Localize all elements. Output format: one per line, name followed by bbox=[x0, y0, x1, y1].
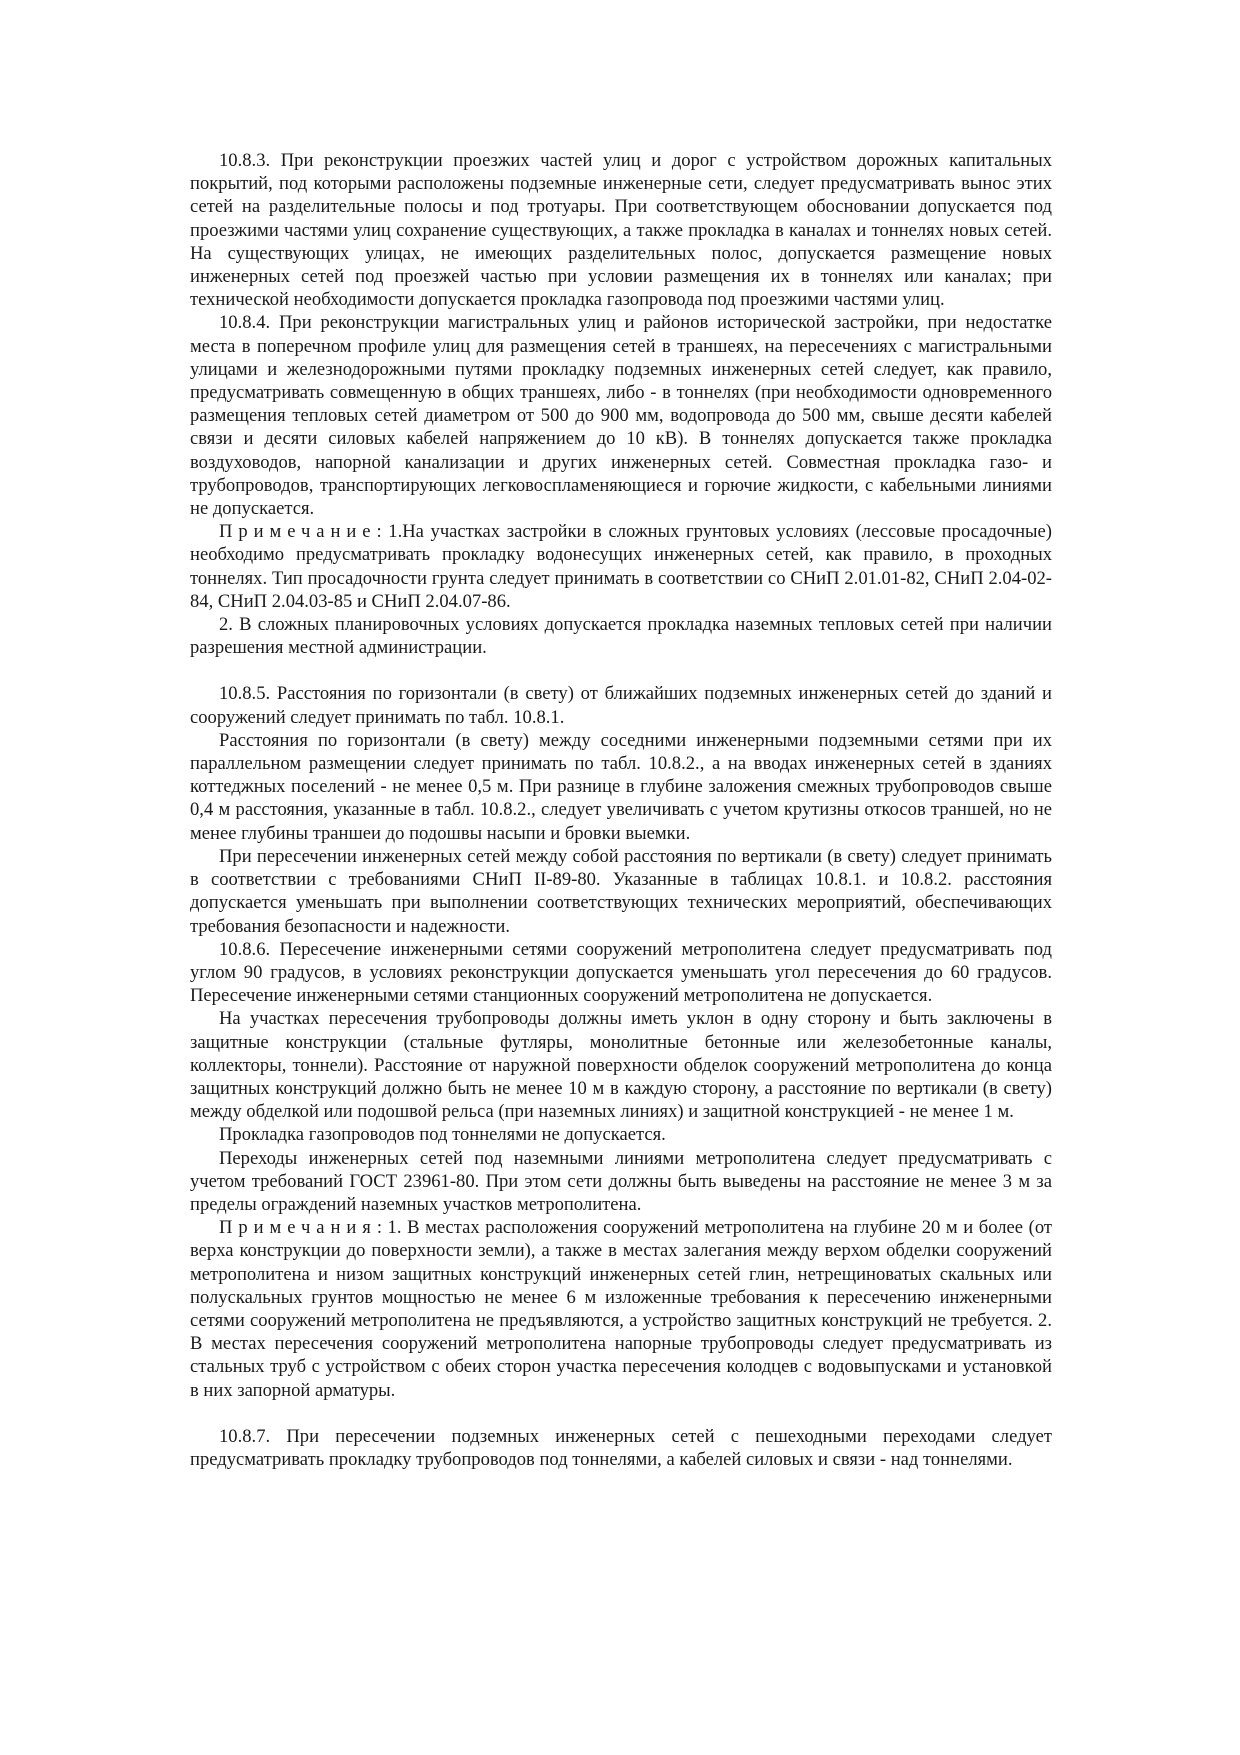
note-paragraph-1 bbox=[190, 520, 1052, 613]
paragraph-10-8-6-crossing-sections: На участках пересечения трубопроводы должны иметь уклон в одну сторону и быть заключены в защитные конструкции (стальные футляры, монолитные бетонные или железобетонные каналы, коллекторы, тоннели). Расстояние от наружной поверхности обделок сооружений метрополитена до конца защитных конструкций должно быть не менее 10 м в каждую сторону, а расстояние по вертикали (в свету) между обделкой или подошвой рельса (при наземных линиях) и защитной конструкцией - не менее 1 м. bbox=[190, 1008, 1052, 1123]
note-label: Примечание bbox=[219, 521, 377, 543]
paragraph-10-8-6-gas-pipelines: Прокладка газопроводов под тоннелями не допускается. bbox=[219, 1124, 666, 1146]
paragraph-10-8-5: 10.8.5. Расстояния по горизонтали (в свету) от ближайших подземных инженерных сетей до зданий и сооружений следует принимать по табл. 10.8.1. bbox=[190, 683, 1052, 728]
paragraph-10-8-6-crossings: Переходы инженерных сетей под наземными линиями метрополитена следует предусматривать с учетом требований ГОСТ 23961-80. При этом сети должны быть выведены на расстояние не менее 3 м за пределы ограждений наземных участков метрополитена. bbox=[190, 1147, 1052, 1215]
paragraph-gap bbox=[190, 1402, 1052, 1425]
paragraph-10-8-5-horizontal-distances: Расстояния по горизонтали (в свету) между соседними инженерными подземными сетями при их параллельном размещении следует принимать по табл. 10.8.2., а на вводах инженерных сетей в зданиях коттеджных поселений - не менее 0,5 м. При разнице в глубине заложения смежных трубопроводов свыше 0,4 м расстояния, указанные в табл. 10.8.2., следует увеличивать с учетом крутизны откосов траншей, но не менее глубины траншеи до подошвы насыпи и бровки выемки. bbox=[190, 729, 1052, 844]
paragraph-gap bbox=[190, 659, 1052, 682]
paragraph-10-8-5-vertical-distances: При пересечении инженерных сетей между собой расстояния по вертикали (в свету) следует принимать в соответствии с требованиями СНиП II-89-80. Указанные в таблицах 10.8.1. и 10.8.2. расстояния допускается уменьшать при выполнении соответствующих технических мероприятий, обеспечивающих требования безопасности и надежности. bbox=[190, 845, 1052, 937]
paragraph-10-8-4: 10.8.4. При реконструкции магистральных улиц и районов исторической застройки, при недостатке места в поперечном профиле улиц для размещения сетей в траншеях, на пересечениях с магистральными улицами и железнодорожными путями прокладку подземных инженерных сетей следует, как правило, предусматривать совмещенную в общих траншеях, либо - в тоннелях (при необходимости одновременного размещения тепловых сетей диаметром от 500 до 900 мм, водопровода до 500 мм, свыше десяти кабелей связи и десяти силовых кабелей напряжением до 10 кВ). В тоннелях допускается также прокладка воздуховодов, напорной канализации и других инженерных сетей. Совместная прокладка газо- и трубопроводов, транспортирующих легковоспламеняющиеся и горючие жидкости, с кабельными линиями не допускается. bbox=[190, 312, 1052, 520]
paragraph-10-8-6: 10.8.6. Пересечение инженерными сетями сооружений метрополитена следует предусматривать под углом 90 градусов, в условиях реконструкции допускается уменьшать угол пересечения до 60 градусов. Пересечение инженерными сетями станционных сооружений метрополитена не допускается. bbox=[190, 938, 1052, 1007]
note-text: : 1.На участках застройки в сложных грунтовых условиях (лессовые просадочные) необходимо предусматривать прокладку водонесущих инженерных сетей, как правило, в проходных тоннелях. Тип просадочности грунта следует принимать в соответствии со СНиП 2.01.01-82, СНиП 2.04-02-84, СНиП 2.04.03-85 и СНиП 2.04.07-86. bbox=[190, 521, 1052, 612]
paragraph-10-8-3: 10.8.3. При реконструкции проезжих частей улиц и дорог с устройством дорожных капитальных покрытий, под которыми расположены подземные инженерные сети, следует предусматривать вынос этих сетей на разделительные полосы и под тротуары. При соответствующем обосновании допускается под проезжими частями улиц сохранение существующих, а также прокладка в каналах и тоннелях новых сетей. На существующих улицах, не имеющих разделительных полос, допускается размещение новых инженерных сетей под проезжей частью при условии размещения их в тоннелях или каналах; при технической необходимости допускается прокладка газопровода под проезжими частями улиц. bbox=[190, 150, 1052, 311]
paragraph-10-8-7: 10.8.7. При пересечении подземных инженерных сетей с пешеходными переходами следует предусматривать прокладку трубопроводов под тоннелями, а кабелей силовых и связи - над тоннелями. bbox=[190, 1425, 1052, 1470]
note-paragraph-2: 2. В сложных планировочных условиях допускается прокладка наземных тепловых сетей при наличии разрешения местной администрации. bbox=[190, 614, 1052, 659]
document-page bbox=[190, 149, 1052, 1471]
notes-paragraph-metro bbox=[190, 1216, 1052, 1402]
notes-text: : 1. В местах расположения сооружений метрополитена на глубине 20 м и более (от верха конструкции до поверхности земли), а также в местах залегания между верхом обделки сооружений метрополитена и низом защитных конструкций инженерных сетей глин, нетрещиноватых скальных или полускальных грунтов мощностью не менее 6 м изложенные требования к пересечению инженерными сетями сооружений метрополитена не предъявляются, а устройство защитных конструкций не требуется. 2. В местах пересечения сооружений метрополитена напорные трубопроводы следует предусматривать из стальных труб с устройством с обеих сторон участка пересечения колодцев с водовыпусками и установкой в них запорной арматуры. bbox=[190, 1217, 1052, 1401]
notes-label: Примечания bbox=[219, 1217, 377, 1239]
